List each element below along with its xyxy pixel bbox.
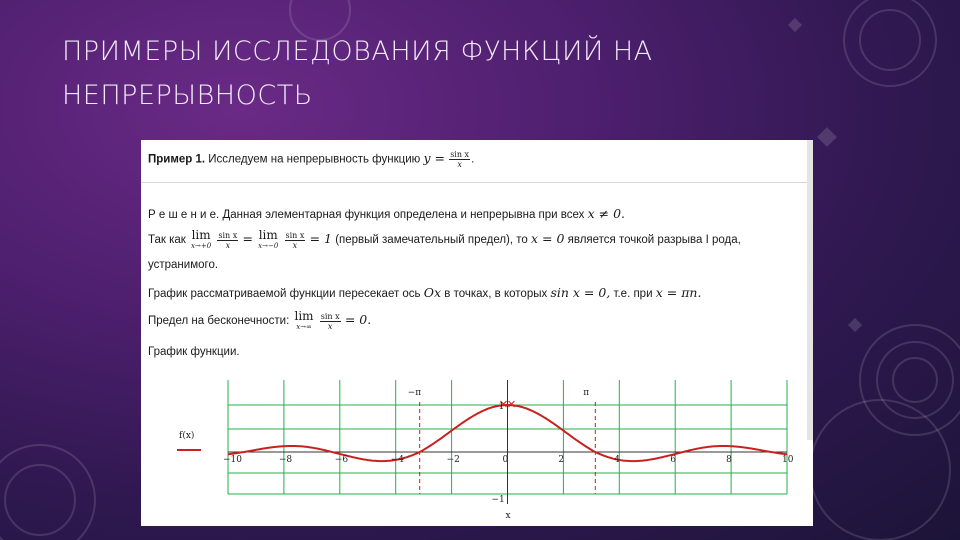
- infinity-limit: [294, 310, 313, 332]
- separator: [141, 182, 807, 183]
- x-tick-label: −6: [334, 455, 349, 465]
- intersect-text: График рассматриваемой функции пересекает ось: [148, 288, 421, 300]
- fraction-numerator: sin x: [285, 230, 305, 240]
- limit-fraction-2: [285, 231, 306, 250]
- slide-title-line2: НЕПРЕРЫВНОСТЬ: [62, 80, 313, 111]
- limit-line: [148, 229, 741, 251]
- marker-label: π: [583, 388, 590, 398]
- solution-word: Р е ш е н и е.: [148, 209, 220, 221]
- solution-line: [148, 206, 625, 221]
- x-tick-label: 6: [670, 455, 676, 465]
- fraction-denominator: x: [225, 240, 231, 250]
- lim-word: lim: [294, 309, 314, 323]
- x-tick-label: −10: [223, 455, 242, 465]
- lim-sub: x→+0: [191, 242, 212, 250]
- fraction-denominator: x: [457, 160, 462, 169]
- limit-fraction-1: [217, 231, 238, 250]
- removable-text: устранимого.: [148, 259, 219, 271]
- limit-eq1: =: [242, 231, 253, 247]
- solution-text: Данная элементарная функция определена и непрерывна при всех: [222, 209, 585, 221]
- intersect-result: x = πn.: [655, 285, 702, 300]
- limit-eq2: = 1: [309, 231, 332, 247]
- lim-sub: x→−0: [258, 242, 279, 250]
- fraction-numerator: sin x: [218, 230, 238, 240]
- intersect-eq: sin x = 0,: [550, 285, 611, 300]
- infinity-text: Предел на бесконечности:: [148, 315, 290, 328]
- intersect-axis: Ox: [423, 285, 442, 300]
- infinity-fraction: [320, 312, 341, 331]
- lim-word: lim: [258, 228, 278, 242]
- marker-label: −π: [407, 388, 422, 398]
- intersection-line: [148, 285, 701, 300]
- x-tick-label: −2: [446, 455, 460, 465]
- x-axis-label: x: [505, 511, 511, 521]
- function-graph: [141, 380, 813, 526]
- x-tick-label: −8: [278, 455, 293, 465]
- graph-caption: График функции.: [148, 346, 240, 358]
- heading-fraction: [449, 150, 470, 169]
- lim-sub: x→∞: [296, 323, 312, 331]
- limit-pre: Так как: [148, 234, 186, 247]
- x-tick-label: −4: [390, 455, 404, 465]
- slide-title-line1: ПРИМЕРЫ ИССЛЕДОВАНИЯ ФУНКЦИЙ НА: [62, 36, 653, 67]
- intersect-then: т.е. при: [613, 288, 653, 300]
- intersect-mid: в точках, в которых: [444, 288, 548, 300]
- example-heading: Пример 1. Исследуем на непрерывность функцию y = $\frac{\text{sin x}}{x}$ .: [148, 150, 475, 169]
- limit-point: x = 0: [531, 231, 565, 247]
- x-tick-label: 0: [502, 455, 509, 465]
- fraction-denominator: x: [327, 321, 333, 331]
- legend-label: f(x): [179, 431, 195, 441]
- limit-post: является точкой разрыва I рода,: [567, 234, 741, 247]
- limit-right: [258, 229, 278, 251]
- slide-title: [62, 30, 762, 118]
- example-screenshot: [141, 140, 813, 526]
- fraction-numerator: sin x: [450, 150, 470, 159]
- x-tick-label: 10: [782, 455, 794, 465]
- infinity-line: [148, 310, 371, 332]
- fraction-denominator: x: [292, 240, 298, 250]
- example-number: Пример 1.: [148, 153, 206, 166]
- y-tick-label: −1: [491, 495, 505, 505]
- heading-formula: y =: [423, 150, 445, 166]
- solution-condition: x ≠ 0.: [587, 206, 626, 221]
- fraction-numerator: sin x: [320, 311, 340, 321]
- infinity-eq: = 0.: [344, 312, 372, 328]
- x-tick-label: 8: [726, 455, 732, 465]
- limit-note: (первый замечательный предел), то: [335, 234, 528, 247]
- example-heading-text: Исследуем на непрерывность функцию: [208, 153, 421, 166]
- y-tick-label: 1: [498, 402, 505, 412]
- x-tick-label: 4: [614, 455, 621, 465]
- lim-word: lim: [191, 228, 211, 242]
- x-tick-label: 2: [558, 455, 565, 465]
- limit-left: [191, 229, 211, 251]
